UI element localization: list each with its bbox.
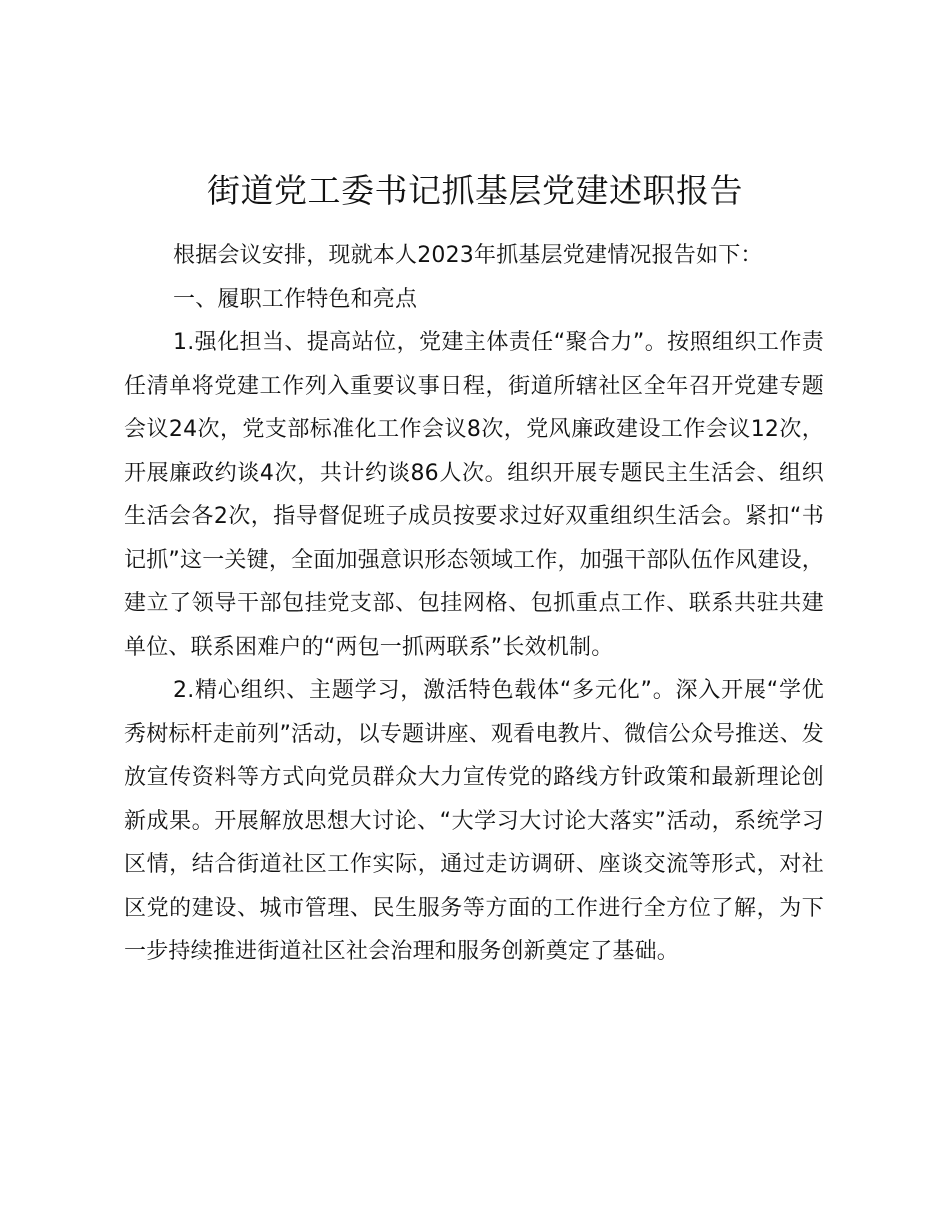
paragraph-item-1: 1.强化担当、提高站位，党建主体责任“聚合力”。按照组织工作责任清单将党建工作列入重要议事日程，街道所辖社区全年召开党建专题会议24次，党支部标准化工作会议8次，党风廉政建设工作会议12次，开展廉政约谈4次，共计约谈86人次。组织开展专题民主生活会、组织生活会各2次，指导督促班子成员按要求过好双重组织生活会。紧扣“书记抓”这一关键，全面加强意识形态领域工作，加强干部队伍作风建设，建立了领导干部包挂党支部、包挂网格、包抓重点工作、联系共驻共建单位、联系困难户的“两包一抓两联系”长效机制。 [124, 330, 824, 660]
paragraph-intro: 根据会议安排，现就本人2023年抓基层党建情况报告如下： [173, 243, 763, 268]
section-heading: 一、履职工作特色和亮点 [173, 286, 418, 312]
paragraph-item-2: 2.精心组织、主题学习，激活特色载体“多元化”。深入开展“学优秀树标杆走前列”活动，以专题讲座、观看电教片、微信公众号推送、发放宣传资料等方式向党员群众大力宣传党的路线方针政策和最新理论创新成果。开展解放思想大讨论、“大学习大讨论大落实”活动，系统学习区情，结合街道社区工作实际，通过走访调研、座谈交流等形式，对社区党的建设、城市管理、民生服务等方面的工作进行全方位了解，为下一步持续推进街道社区社会治理和服务创新奠定了基础。 [124, 678, 824, 964]
document-body [124, 234, 824, 974]
document-title: 街道党工委书记抓基层党建述职报告 [207, 171, 743, 210]
